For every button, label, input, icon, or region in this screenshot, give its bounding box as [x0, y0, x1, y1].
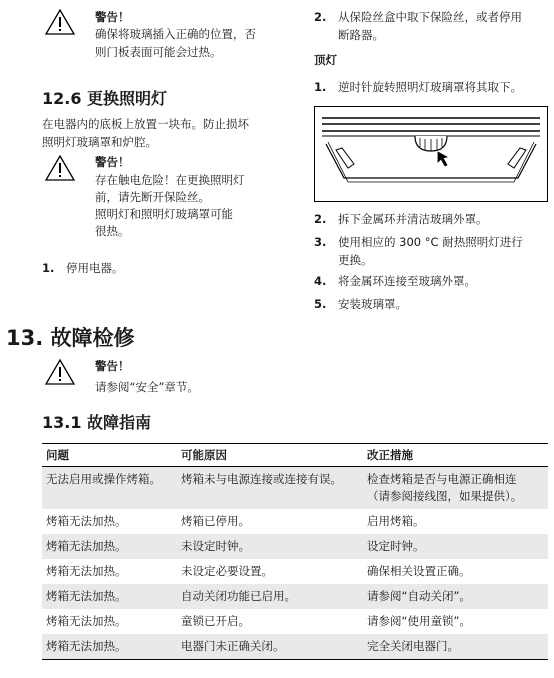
warning-triangle-icon [44, 358, 76, 386]
step-text: 停用电器。 [66, 261, 124, 275]
step-number: 1. [42, 261, 55, 275]
step-number: 2. [314, 10, 327, 24]
cell-problem: 无法启用或操作烤箱。 [42, 467, 177, 510]
cell-fix: 设定时钟。 [363, 534, 548, 559]
subsection-heading-top-light: 顶灯 [314, 53, 337, 67]
cell-cause: 烤箱未与电源连接或连接有误。 [177, 467, 363, 510]
step-item [314, 295, 550, 313]
oven-lamp-illustration [314, 106, 548, 202]
table-header-row [42, 444, 548, 467]
step-item [314, 210, 550, 228]
cell-fix: 检查烤箱是否与电源正确相连 （请参阅接线图，如果提供）。 [363, 467, 548, 510]
cell-problem: 烤箱无法加热。 [46, 564, 127, 578]
cell-problem: 烤箱无法加热。 [42, 584, 177, 609]
warning-text-line: 很热。 [95, 224, 130, 238]
table-row [42, 559, 548, 584]
paragraph-line: 照明灯玻璃罩和炉腔。 [42, 135, 157, 149]
paragraph-line: 在电器内的底板上放置一块布。防止损坏 [42, 117, 249, 131]
cell-cause: 童锁已开启。 [181, 614, 250, 628]
cell-fix: 启用烤箱。 [367, 514, 425, 528]
step-number: 3. [314, 235, 327, 249]
table-row [42, 509, 548, 534]
step-text: 逆时针旋转照明灯玻璃罩将其取下。 [338, 80, 522, 94]
column-header-cause: 可能原因 [177, 444, 363, 467]
step-number: 4. [314, 274, 327, 288]
warning-text-line: 请参阅“安全”章节。 [95, 380, 199, 394]
step-item [314, 8, 550, 44]
cell-cause: 自动关闭功能已启用。 [177, 584, 363, 609]
column-header-fix: 改正措施 [363, 444, 548, 467]
warning-triangle-icon [44, 154, 76, 182]
troubleshooting-table [42, 443, 548, 660]
warning-text-line: 照明灯和照明灯玻璃罩可能 [95, 207, 233, 221]
cell-fix: 请参阅“自动关闭”。 [363, 584, 548, 609]
cell-cause: 未设定时钟。 [177, 534, 363, 559]
table-row [42, 467, 548, 510]
step-text: 拆下金属环并清洁玻璃外罩。 [338, 212, 488, 226]
step-text: 使用相应的 300 °C 耐热照明灯进行 更换。 [338, 235, 523, 267]
cell-problem: 烤箱无法加热。 [46, 514, 127, 528]
step-item [42, 259, 282, 277]
cell-fix: 完全关闭电器门。 [363, 634, 548, 660]
cell-cause: 未设定必要设置。 [181, 564, 273, 578]
table-row [42, 584, 548, 609]
cell-problem: 烤箱无法加热。 [46, 614, 127, 628]
step-item [314, 78, 550, 96]
warning-title: 警告！ [95, 155, 130, 169]
step-number: 5. [314, 297, 327, 311]
section-heading-12-6: 12.6 更换照明灯 [42, 89, 168, 108]
step-text: 安装玻璃罩。 [338, 297, 407, 311]
table-row [42, 634, 548, 660]
step-item [314, 272, 550, 290]
step-text: 从保险丝盒中取下保险丝，或者停用 断路器。 [338, 10, 522, 42]
warning-text-line: 则门板表面可能会过热。 [95, 45, 222, 59]
warning-text-line: 确保将玻璃插入正确的位置，否 [95, 27, 256, 41]
cell-problem: 烤箱无法加热。 [42, 634, 177, 660]
warning-triangle-icon [44, 8, 76, 36]
cell-cause: 电器门未正确关闭。 [177, 634, 363, 660]
warning-text-line: 前，请先断开保险丝。 [95, 190, 210, 204]
cell-fix: 确保相关设置正确。 [367, 564, 471, 578]
column-header-problem: 问题 [42, 444, 177, 467]
step-number: 2. [314, 212, 327, 226]
cell-fix: 请参阅“使用童锁”。 [367, 614, 471, 628]
step-text: 将金属环连接至玻璃外罩。 [338, 274, 476, 288]
section-heading-13-1: 13.1 故障指南 [42, 413, 152, 432]
table-row [42, 609, 548, 634]
step-item [314, 233, 550, 269]
warning-title: 警告！ [95, 10, 130, 24]
warning-text-line: 存在触电危险！在更换照明灯 [95, 173, 245, 187]
table-row [42, 534, 548, 559]
chapter-heading-13: 13. 故障检修 [6, 326, 135, 350]
cell-cause: 烤箱已停用。 [181, 514, 250, 528]
cell-problem: 烤箱无法加热。 [42, 534, 177, 559]
step-number: 1. [314, 80, 327, 94]
warning-title: 警告！ [95, 359, 130, 373]
